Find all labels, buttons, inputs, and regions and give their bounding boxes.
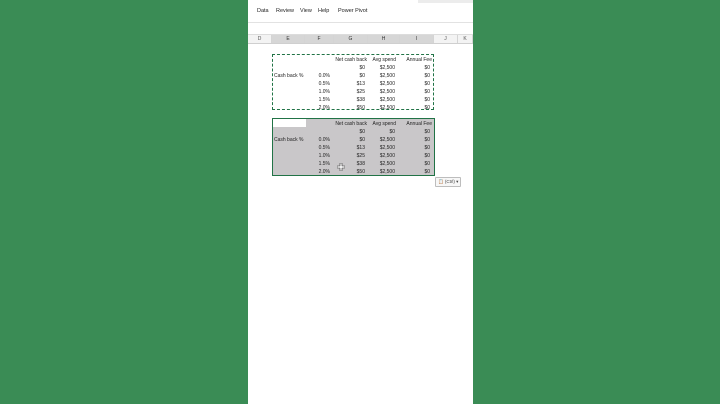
tab-review[interactable]: Review xyxy=(276,8,295,14)
header-avg-spend: Avg spend xyxy=(372,121,396,127)
pasted-range[interactable] xyxy=(272,118,435,176)
table-cell[interactable]: 1.0% xyxy=(318,89,330,95)
chevron-down-icon: ▾ xyxy=(456,179,459,184)
table-cell[interactable]: 0.0% xyxy=(318,73,330,79)
table-cell[interactable]: 1.0% xyxy=(318,153,330,159)
table-cell[interactable]: $25 xyxy=(356,153,365,159)
table-cell[interactable]: $38 xyxy=(356,97,365,103)
table-cell[interactable]: $2,500 xyxy=(379,73,395,79)
table-cell[interactable]: $0 xyxy=(424,169,430,175)
table-cell[interactable]: $0 xyxy=(424,145,430,151)
column-header-g[interactable]: G xyxy=(334,35,368,43)
table-cell[interactable]: $0 xyxy=(359,65,365,71)
tab-power-pivot[interactable]: Power Pivot xyxy=(338,8,368,14)
spreadsheet-window xyxy=(248,0,473,404)
header-avg-spend: Avg spend xyxy=(372,57,396,63)
table-cell[interactable]: 0.5% xyxy=(318,145,330,151)
table-cell[interactable]: $50 xyxy=(356,105,365,111)
column-header-d[interactable]: D xyxy=(248,35,272,43)
cell-cursor-icon xyxy=(337,158,345,166)
table-cell[interactable]: $0 xyxy=(424,65,430,71)
table-cell[interactable]: $2,500 xyxy=(379,161,395,167)
table-cell[interactable]: $0 xyxy=(424,97,430,103)
table-cell[interactable]: $0 xyxy=(424,137,430,143)
table-cell[interactable]: $2,500 xyxy=(379,97,395,103)
table-cell[interactable]: 2.0% xyxy=(318,169,330,175)
table-cell[interactable]: $0 xyxy=(359,137,365,143)
paste-options-label: (Ctrl) xyxy=(444,179,455,184)
header-net-cash-back: Net cash back xyxy=(335,57,367,63)
copied-range[interactable] xyxy=(272,54,434,110)
table-cell[interactable]: $0 xyxy=(359,73,365,79)
ribbon-edge xyxy=(418,0,473,3)
table-cell[interactable]: $0 xyxy=(424,161,430,167)
header-annual-fee: Annual Fee xyxy=(406,57,432,63)
table-cell[interactable]: $13 xyxy=(356,81,365,87)
table-cell[interactable]: $38 xyxy=(356,161,365,167)
table-cell[interactable]: $0 xyxy=(424,129,430,135)
column-header-j[interactable]: J xyxy=(434,35,458,43)
table-cell[interactable]: 1.5% xyxy=(318,97,330,103)
table-cell[interactable]: $2,500 xyxy=(379,137,395,143)
paste-options-button[interactable] xyxy=(435,177,461,187)
table-cell[interactable]: $0 xyxy=(424,105,430,111)
table-cell[interactable]: $2,500 xyxy=(379,89,395,95)
header-net-cash-back: Net cash back xyxy=(335,121,367,127)
column-header-e[interactable]: E xyxy=(272,35,305,43)
table-cell[interactable]: $25 xyxy=(356,89,365,95)
table-cell[interactable]: 0.0% xyxy=(318,137,330,143)
clipboard-icon: 📋 xyxy=(438,179,444,184)
table-cell[interactable]: $2,500 xyxy=(379,153,395,159)
table-cell[interactable]: 0.5% xyxy=(318,81,330,87)
table-cell[interactable]: $2,500 xyxy=(379,169,395,175)
column-header-i[interactable]: I xyxy=(400,35,434,43)
column-header-row xyxy=(248,34,473,44)
table-cell[interactable]: $2,500 xyxy=(379,145,395,151)
table-cell[interactable]: 2.0% xyxy=(318,105,330,111)
table-cell[interactable]: $50 xyxy=(356,169,365,175)
table-cell[interactable]: $2,500 xyxy=(379,65,395,71)
tab-help[interactable]: Help xyxy=(318,8,330,14)
row-label-cash-back[interactable]: Cash back % xyxy=(274,73,304,79)
table-cell[interactable]: $0 xyxy=(424,89,430,95)
table-cell[interactable]: $2,500 xyxy=(379,105,395,111)
table-cell[interactable]: $0 xyxy=(424,73,430,79)
active-cell[interactable] xyxy=(273,119,306,127)
table-cell[interactable]: $2,500 xyxy=(379,81,395,87)
table-cell[interactable]: $0 xyxy=(389,129,395,135)
column-header-k[interactable]: K xyxy=(458,35,473,43)
header-annual-fee: Annual Fee xyxy=(406,121,432,127)
row-label-cash-back[interactable]: Cash back % xyxy=(274,137,304,143)
column-header-f[interactable]: F xyxy=(305,35,334,43)
table-cell[interactable]: $13 xyxy=(356,145,365,151)
column-header-h[interactable]: H xyxy=(368,35,400,43)
table-cell[interactable]: $0 xyxy=(424,153,430,159)
table-cell[interactable]: $0 xyxy=(359,129,365,135)
table-cell[interactable]: 1.5% xyxy=(318,161,330,167)
ribbon xyxy=(248,0,473,23)
table-cell[interactable]: $0 xyxy=(424,81,430,87)
tab-data[interactable]: Data xyxy=(257,8,269,14)
tab-view[interactable]: View xyxy=(300,8,312,14)
